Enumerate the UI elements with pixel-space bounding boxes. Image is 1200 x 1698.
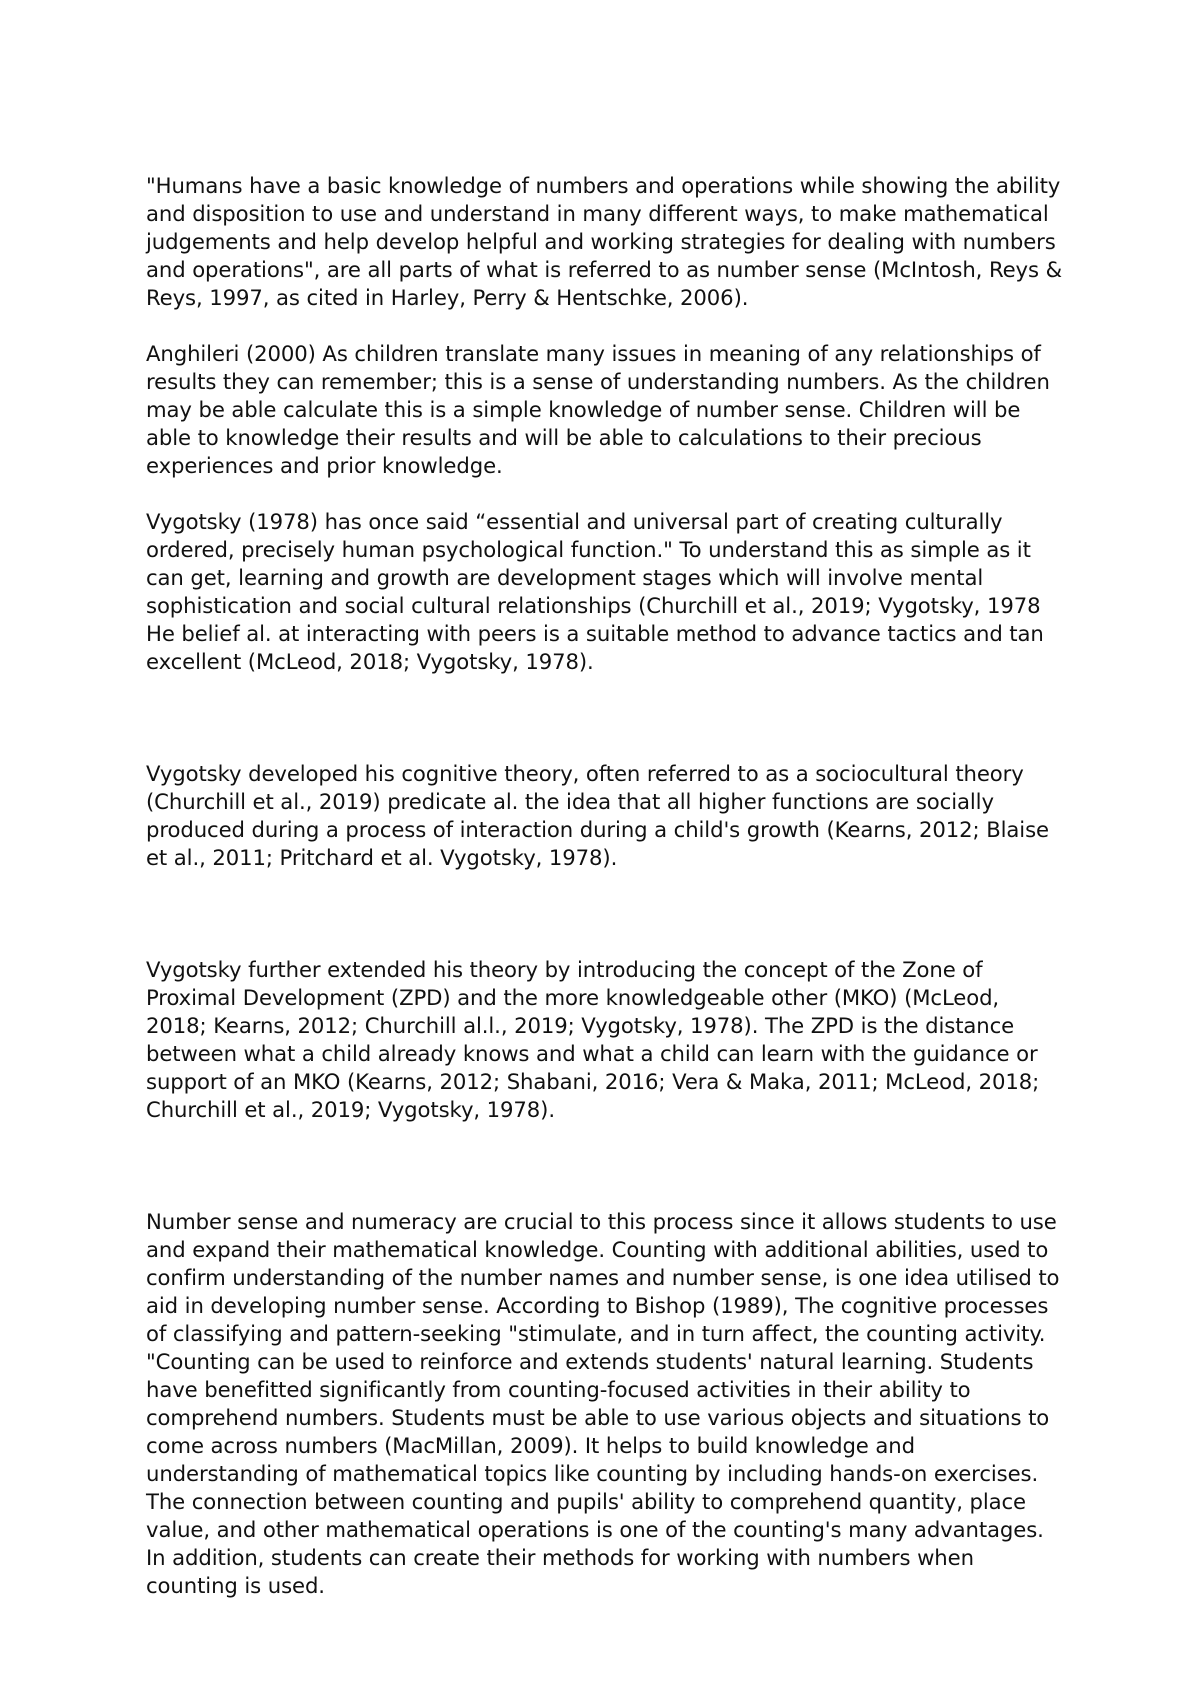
paragraph-sociocultural-theory: Vygotsky developed his cognitive theory, often referred to as a sociocultural theory (Churchill et al., 2019) predicate al. the idea that all higher functions are socially produced during a process of interaction during a child's growth (Kearns, 2012; Blaise et al., 2011; Pritchard et al. Vygotsky, 1978). [146,761,1049,870]
document-body [146,172,1066,1600]
paragraph-anghileri: Anghileri (2000) As children translate many issues in meaning of any relationships of results they can remember; this is a sense of understanding numbers. As the children may be able calculate this is a simple knowledge of number sense. Children will be able to knowledge their results and will be able to calculations to their precious experiences and prior knowledge. [146,341,1050,478]
paragraph-number-sense-definition: "Humans have a basic knowledge of numbers and operations while showing the ability and disposition to use and understand in many different ways, to make mathematical judgements and help develop helpful and working strategies for dealing with numbers and operations", are all parts of what is referred to as number sense (McIntosh, Reys & Reys, 1997, as cited in Harley, Perry & Hentschke, 2006). [146,173,1062,310]
paragraph-vygotsky-quote: Vygotsky (1978) has once said “essential and universal part of creating culturally ordered, precisely human psychological function." To understand this as simple as it can get, learning and growth are development stages which will involve mental sophistication and social cultural relationships (Churchill et al., 2019; Vygotsky, 1978 He belief al. at interacting with peers is a suitable method to advance tactics and tan excellent (McLeod, 2018; Vygotsky, 1978). [146,509,1044,674]
paragraph-zpd: Vygotsky further extended his theory by introducing the concept of the Zone of Proximal Development (ZPD) and the more knowledgeable other (MKO) (McLeod, 2018; Kearns, 2012; Churchill al.l., 2019; Vygotsky, 1978). The ZPD is the distance between what a child already knows and what a child can learn with the guidance or support of an MKO (Kearns, 2012; Shabani, 2016; Vera & Maka, 2011; McLeod, 2018; Churchill et al., 2019; Vygotsky, 1978). [146,957,1040,1122]
paragraph-counting: Number sense and numeracy are crucial to this process since it allows students to use and expand their mathematical knowledge. Counting with additional abilities, used to confirm understanding of the number names and number sense, is one idea utilised to aid in developing number sense. According to Bishop (1989), The cognitive processes of classifying and pattern-seeking "stimulate, and in turn affect, the counting activity. "Counting can be used to reinforce and extends students' natural learning. Students have benefitted significantly from counting-focused activities in their ability to comprehend numbers. Students must be able to use various objects and situations to come across numbers (MacMillan, 2009). It helps to build knowledge and understanding of mathematical topics like counting by including hands-on exercises. The connection between counting and pupils' ability to comprehend quantity, place value, and other mathematical operations is one of the counting's many advantages. In addition, students can create their methods for working with numbers when counting is used. [146,1209,1060,1598]
